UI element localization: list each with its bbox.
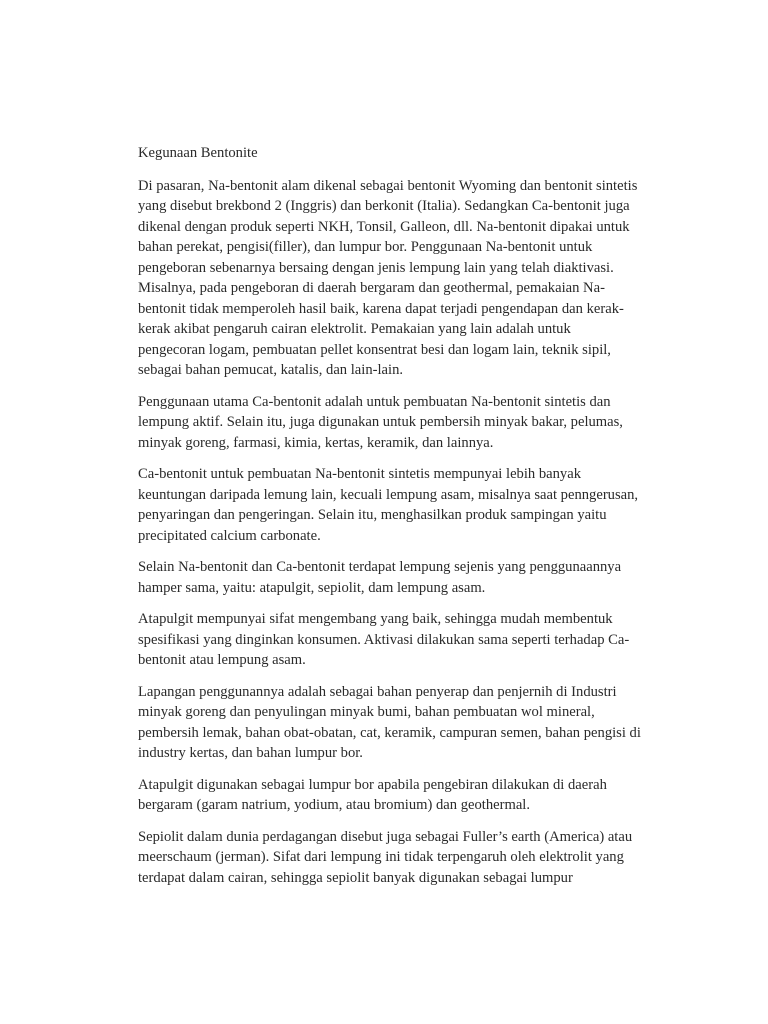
text-line: Sepiolit dalam dunia perdagangan disebut juga sebagai Fuller’s earth (America) atau [138,828,633,845]
text-line: bentonit tidak memperoleh hasil baik, karena dapat terjadi pengendapan dan kerak- [138,300,624,317]
text-line: Atapulgit digunakan sebagai lumpur bor apabila pengebiran dilakukan di daerah [138,776,607,793]
text-line: minyak goreng, farmasi, kimia, kertas, keramik, dan lainnya. [138,434,494,451]
text-line: Misalnya, pada pengeboran di daerah bergaram dan geothermal, pemakaian Na- [138,280,605,296]
paragraph-list [138,176,658,889]
paragraph [138,176,658,381]
text-line: pengecoran logam, pembuatan pellet konsentrat besi dan logam lain, teknik sipil, [138,341,611,358]
text-line: bergaram (garam natrium, yodium, atau bromium) dan geothermal. [138,797,531,813]
text-line: dikenal dengan produk seperti NKH, Tonsil, Galleon, dll. Na-bentonit dipakai untuk [138,218,630,235]
paragraph [138,827,658,889]
text-line: Ca-bentonit untuk pembuatan Na-bentonit sintetis mempunyai lebih banyak [138,466,581,482]
paragraph [138,609,658,671]
text-line: hamper sama, yaitu: atapulgit, sepiolit, dam lempung asam. [138,579,486,596]
paragraph [138,464,658,546]
paragraph [138,557,658,598]
paragraph [138,392,658,454]
text-line: keuntungan daripada lemung lain, kecuali lempung asam, misalnya saat penngerusan, [138,486,639,503]
text-line: bentonit atau lempung asam. [138,652,306,668]
text-line: penyaringan dan pengeringan. Selain itu, menghasilkan produk sampingan yaitu [138,507,607,523]
document-title: Kegunaan Bentonite [138,145,258,161]
paragraph [138,682,658,764]
text-line: precipitated calcium carbonate. [138,527,321,544]
text-line: pembersih lemak, bahan obat-obatan, cat, keramik, campuran semen, bahan pengisi di [138,724,641,741]
text-line: Lapangan penggunannya adalah sebagai bahan penyerap dan penjernih di Industri [138,683,617,700]
text-line: terdapat dalam cairan, sehingga sepiolit banyak digunakan sebagai lumpur [138,869,573,886]
text-line: Penggunaan utama Ca-bentonit adalah untuk pembuatan Na-bentonit sintetis dan [138,393,611,410]
text-line: pengeboran sebenarnya bersaing dengan jenis lempung lain yang telah diaktivasi. [138,259,614,276]
text-line: kerak akibat pengaruh cairan elektrolit. Pemakaian yang lain adalah untuk [138,321,571,337]
text-line: Atapulgit mempunyai sifat mengembang yang baik, sehingga mudah membentuk [138,611,613,627]
text-line: Di pasaran, Na-bentonit alam dikenal sebagai bentonit Wyoming dan bentonit sintetis [138,177,638,194]
document-body [138,143,658,899]
text-line: yang disebut brekbond 2 (Inggris) dan berkonit (Italia). Sedangkan Ca-bentonit juga [138,198,630,214]
text-line: industry kertas, dan bahan lumpur bor. [138,745,363,761]
text-line: Selain Na-bentonit dan Ca-bentonit terdapat lempung sejenis yang penggunaannya [138,559,622,575]
text-line: minyak goreng dan penyulingan minyak bumi, bahan pembuatan wol mineral, [138,704,595,720]
text-line: bahan perekat, pengisi(filler), dan lumpur bor. Penggunaan Na-bentonit untuk [138,239,593,255]
paragraph [138,775,658,816]
text-line: sebagai bahan pemucat, katalis, dan lain-lain. [138,362,404,378]
text-line: spesifikasi yang dinginkan konsumen. Aktivasi dilakukan sama seperti terhadap Ca- [138,631,630,648]
text-line: lempung aktif. Selain itu, juga digunakan untuk pembersih minyak bakar, pelumas, [138,414,623,430]
text-line: meerschaum (jerman). Sifat dari lempung ini tidak terpengaruh oleh elektrolit yang [138,849,624,865]
